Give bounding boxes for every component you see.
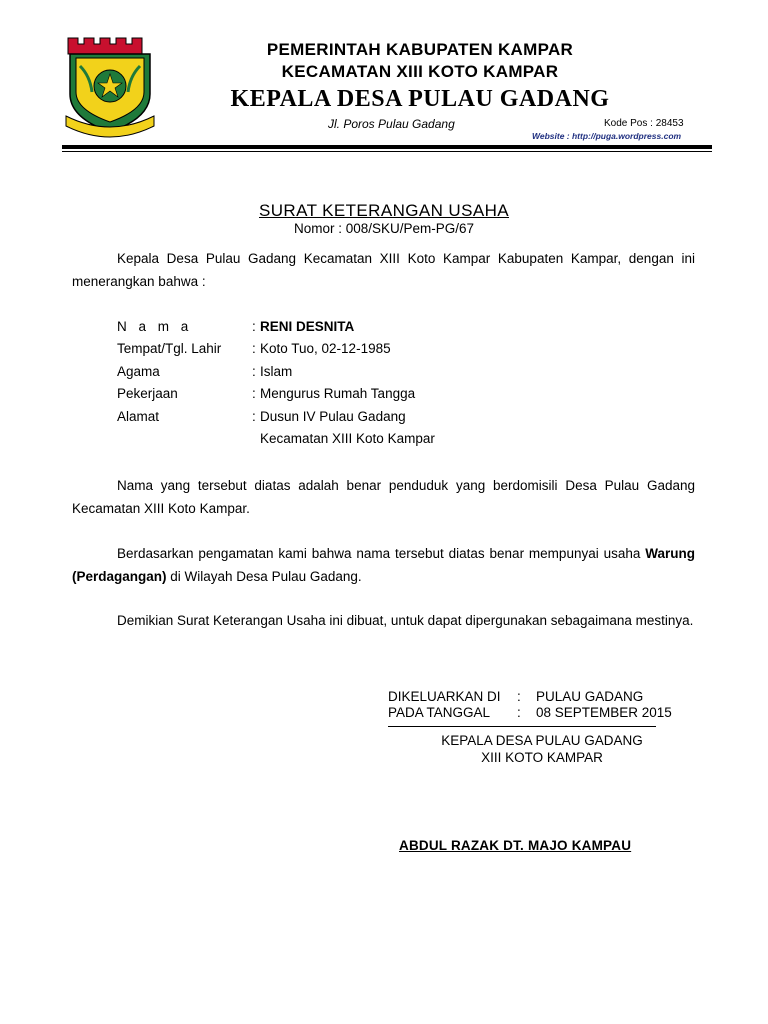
issued-block	[388, 688, 672, 720]
occupation-label: Pekerjaan	[117, 386, 178, 402]
issued-date-label: PADA TANGGAL	[388, 704, 491, 720]
identity-row-occupation	[117, 383, 435, 406]
letterhead-government-line: PEMERINTAH KABUPATEN KAMPAR	[266, 40, 574, 59]
signatory-office-line1: KEPALA DESA PULAU GADANG	[441, 733, 643, 748]
name-label: N a m a	[117, 318, 193, 334]
identity-table	[117, 315, 435, 450]
resident-paragraph: Nama yang tersebut diatas adalah benar penduduk yang berdomisili Desa Pulau Gadang Kecamatan XIII Koto Kampar.	[72, 478, 695, 516]
document-number: Nomor : 008/SKU/Pem-PG/67	[293, 221, 475, 236]
document-title-text: SURAT KETERANGAN USAHA	[259, 201, 509, 220]
colon: :	[252, 363, 256, 379]
address-value-line1: Dusun IV Pulau Gadang	[260, 408, 406, 424]
letterhead-website: Website : http://puga.wordpress.com	[532, 131, 682, 141]
signatory-office	[388, 733, 696, 766]
observation-paragraph	[72, 542, 695, 588]
observation-suffix: di Wilayah Desa Pulau Gadang.	[170, 569, 362, 584]
identity-row-address	[117, 405, 435, 428]
colon: :	[252, 318, 256, 334]
address-label: Alamat	[117, 408, 160, 424]
religion-label: Agama	[117, 363, 160, 379]
issued-place-value: PULAU GADANG	[536, 688, 644, 704]
issued-place-label: DIKELUARKAN DI	[388, 688, 501, 704]
signatory-name: ABDUL RAZAK DT. MAJO KAMPAU	[399, 838, 632, 853]
issued-place-row	[388, 688, 672, 704]
intro-paragraph: Kepala Desa Pulau Gadang Kecamatan XIII Koto Kampar Kabupaten Kampar, dengan ini menerangkan bahwa :	[72, 251, 695, 289]
colon: :	[252, 386, 256, 402]
letterhead-rule-thin	[62, 151, 712, 152]
identity-row-address-cont	[117, 428, 435, 451]
letterhead-address: Jl. Poros Pulau Gadang	[328, 117, 455, 131]
letterhead-rule-thick	[62, 145, 712, 149]
identity-row-name	[117, 315, 435, 338]
letterhead-office-title: KEPALA DESA PULAU GADANG	[230, 86, 610, 112]
observation-prefix: Berdasarkan pengamatan kami bahwa nama tersebut diatas benar mempunyai usaha	[117, 546, 641, 561]
colon: :	[252, 341, 256, 357]
closing-paragraph: Demikian Surat Keterangan Usaha ini dibuat, untuk dapat dipergunakan sebagaimana mestinya.	[117, 613, 694, 628]
occupation-value: Mengurus Rumah Tangga	[260, 386, 416, 402]
colon: :	[517, 688, 521, 704]
religion-value: Islam	[260, 363, 293, 379]
letterhead-district-line: KECAMATAN XIII KOTO KAMPAR	[281, 62, 559, 81]
address-value-line2: Kecamatan XIII Koto Kampar	[260, 431, 435, 447]
colon: :	[517, 704, 521, 720]
signatory-office-line2: XIII KOTO KAMPAR	[481, 749, 603, 765]
colon: :	[252, 408, 256, 424]
document-title	[0, 201, 768, 221]
birth-label: Tempat/Tgl. Lahir	[117, 341, 222, 357]
issued-date-row	[388, 704, 672, 720]
issued-divider	[388, 726, 656, 727]
name-value: RENI DESNITA	[260, 318, 355, 334]
identity-row-birth	[117, 338, 435, 361]
identity-row-religion	[117, 360, 435, 383]
issued-date-value: 08 SEPTEMBER 2015	[536, 704, 672, 720]
letterhead-postal-code: Kode Pos : 28453	[604, 118, 684, 129]
business-type: Warung (Perdagangan)	[72, 546, 695, 584]
regency-emblem-logo	[64, 36, 156, 140]
birth-value: Koto Tuo, 02-12-1985	[260, 341, 391, 357]
